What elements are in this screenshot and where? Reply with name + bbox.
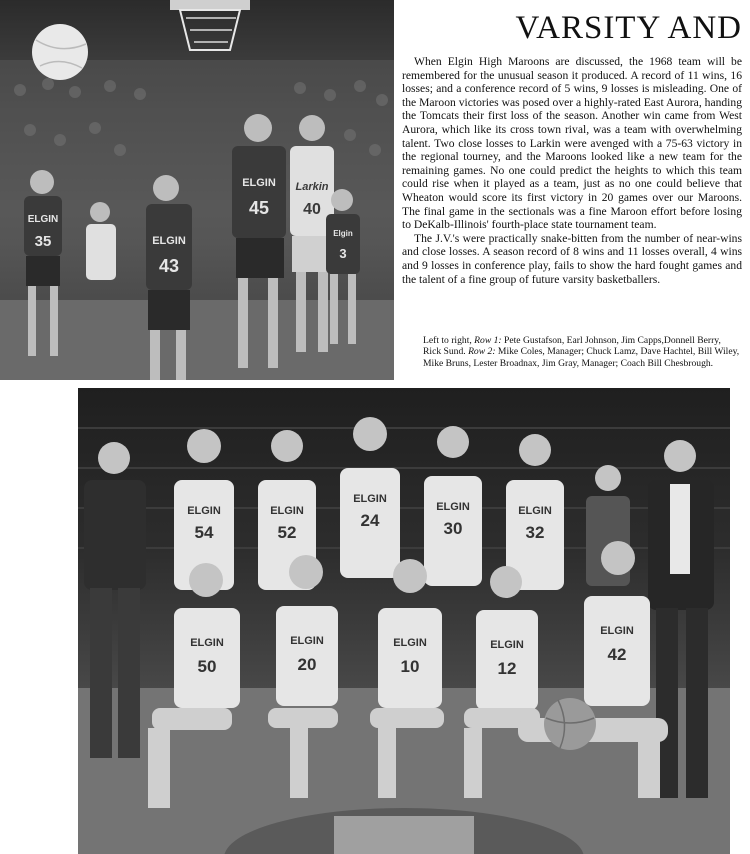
jersey-number: 24: [360, 511, 380, 530]
jersey-number: 12: [497, 659, 517, 678]
jersey-text: Larkin: [295, 181, 329, 193]
jersey-text: ELGIN: [393, 637, 427, 649]
game-action-photo: [0, 0, 394, 380]
jersey-text: ELGIN: [490, 639, 524, 651]
jersey-number: 10: [400, 657, 420, 676]
jersey-number: 30: [443, 519, 463, 538]
article-paragraph: The J.V.'s were practically snake-bitten from the number of near-wins and close losses. A season record of 8 wins and 11 losses overall, 4 wins and 9 losses in conference play, fails to show the hard fought games and the talent of a fine group of future varsity basketballers.: [402, 231, 742, 286]
jersey-text: ELGIN: [290, 635, 324, 647]
team-group-photo: [78, 388, 730, 854]
jersey-number: 35: [34, 233, 52, 250]
jersey-text: ELGIN: [242, 177, 276, 189]
caption-lead: Left to right,: [423, 335, 472, 346]
photo-caption: [423, 335, 741, 369]
jersey-number: 32: [525, 523, 545, 542]
jersey-number: 43: [158, 256, 180, 276]
jersey-number: 50: [197, 657, 217, 676]
jersey-text: ELGIN: [436, 501, 470, 513]
jersey-text: ELGIN: [600, 625, 634, 637]
article-paragraph: When Elgin High Maroons are discussed, the 1968 team will be remembered for the unusual season it produced. A record of 11 wins, 16 losses; and a conference record of 5 wins, 9 losses is misleading. One of the Maroon victories was posed over a highly-rated East Aurora, handing the Tomcats their first loss of the season. Another win came from West Aurora, which like its cross town rival, was a team with overwhelming talent. Two close losses to Larkin were avenged with a 75-63 victory in the regional tourney, and the Maroons looked like a new team for the remaining games. No one could predict the heights to which this team could rise when it played as a team, just as no one could believe that Wheaton would score its first victory in 20 games over our Maroons. The final game in the sectionals was a fine Maroon effort before losing to DeKalb-Illinois' fourth-place state tournament team.: [402, 55, 742, 232]
jersey-number: 54: [194, 523, 214, 542]
jersey-number: 20: [297, 655, 317, 674]
team-group-illustration: [78, 388, 730, 854]
caption-row1-label: Row 1:: [474, 335, 502, 346]
jersey-number: 45: [248, 198, 270, 218]
jersey-text: ELGIN: [190, 637, 224, 649]
jersey-text: ELGIN: [270, 505, 304, 517]
article-body: [402, 55, 742, 286]
jersey-text: ELGIN: [27, 214, 59, 225]
jersey-text: ELGIN: [187, 505, 221, 517]
game-action-illustration: [0, 0, 394, 380]
jersey-text: ELGIN: [353, 493, 387, 505]
caption-row1-names: Pete Gustafson, Earl Johnson, Jim Capps,Donnell Berry, Rick Sund.: [423, 335, 721, 358]
jersey-text: Elgin: [333, 229, 353, 238]
jersey-number: 52: [277, 523, 297, 542]
jersey-text: ELGIN: [152, 235, 186, 247]
caption-row2-names: Mike Coles, Manager; Chuck Lamz, Dave Hachtel, Bill Wiley, Mike Bruns, Lester Broadnax, Jim Gray, Manager; Coach Bill Chesbrough.: [423, 346, 740, 369]
jersey-number: 42: [607, 645, 627, 664]
page-title: VARSITY AND: [515, 10, 742, 46]
jersey-text: ELGIN: [518, 505, 552, 517]
jersey-number: 3: [339, 246, 347, 261]
caption-row2-label: Row 2:: [468, 346, 496, 358]
jersey-number: 40: [303, 201, 321, 218]
